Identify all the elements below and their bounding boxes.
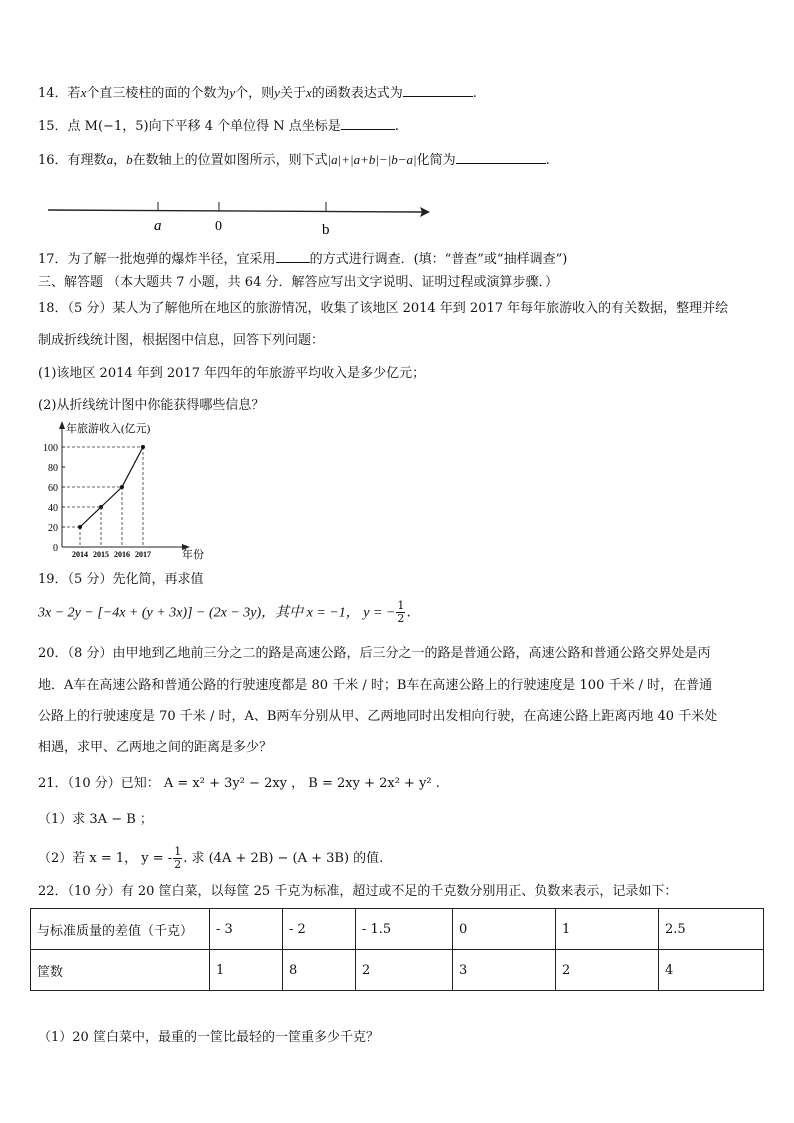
table-cell: 1 xyxy=(210,950,283,991)
x-tick-label: 2017 xyxy=(135,550,151,559)
data-point xyxy=(78,525,82,529)
y-axis-arrow-icon xyxy=(59,421,65,429)
question-19-line1: 19．（5 分）先化简，再求值 xyxy=(38,572,204,587)
y-tick-label: 100 xyxy=(43,443,58,454)
x-axis-label: 年份 xyxy=(182,549,204,561)
table-cell: 筐数 xyxy=(31,950,210,991)
question-21-line1: 21．（10 分）已知： A = x² + 3y² − 2xy ， B = 2xy + 2x² + y² . xyxy=(38,776,440,791)
table-cell: - 2 xyxy=(283,909,356,950)
data-point xyxy=(141,445,145,449)
y-tick-label: 80 xyxy=(48,463,58,474)
question-16: 16．有理数a，b在数轴上的位置如图所示，则下式|a|+|a+b|−|b−a|化简为 . xyxy=(38,149,550,171)
question-20-line1: 20．（8 分）由甲地到乙地前三分之二的路是高速公路，后三分之一的路是普通公路，高速公路和普通公路交界处是丙 xyxy=(38,646,711,661)
tourism-income-line-chart xyxy=(34,418,204,564)
table-cell: 8 xyxy=(283,950,356,991)
question-20-line2: 地．A车在高速公路和普通公路的行驶速度都是 80 千米 / 时；B车在高速公路上的行驶速度是 100 千米 / 时，在普通 xyxy=(38,678,713,693)
section-header: 三、解答题 （本大题共 7 小题，共 64 分．解答应写出文字说明、证明过程或演算步骤．） xyxy=(38,275,558,290)
question-19-expr: 3x − 2y − [−4x + (y + 3x)] − (2x − 3y)，其中 x = −1， y = − $\frac{1}{2}$ . xyxy=(38,599,411,625)
label-zero: 0 xyxy=(215,219,222,234)
question-21-sub2: （2）若 x = 1， y = - $\frac{1}{2}$ . 求 (4A + 2B) − (A + 3B) 的值. xyxy=(38,845,384,871)
question-21-sub1: （1）求 3A − B ； xyxy=(38,812,153,827)
table-cell: 0 xyxy=(453,909,556,950)
y-tick-label: 40 xyxy=(48,503,58,514)
table-cell: - 1.5 xyxy=(356,909,453,950)
question-22-sub1: （1）20 筐白菜中，最重的一筐比最轻的一筐重多少千克？ xyxy=(38,1030,379,1045)
data-point xyxy=(99,505,103,509)
table-cell: 2.5 xyxy=(659,909,764,950)
table-row xyxy=(31,950,764,991)
answer-blank xyxy=(456,149,546,164)
record-table xyxy=(30,908,764,991)
question-18-sub2: (2)从折线统计图中你能获得哪些信息？ xyxy=(38,398,265,413)
answer-blank xyxy=(341,115,395,130)
question-20-line3: 公路上的行驶速度是 70 千米 / 时，A、B两车分别从甲、乙两地同时出发相向行驶，在高速公路上距离丙地 40 千米处 xyxy=(38,709,718,724)
table-cell: - 3 xyxy=(210,909,283,950)
number-line-axis xyxy=(48,210,424,212)
y-tick-label: 0 xyxy=(53,543,58,554)
y-tick-label: 20 xyxy=(48,523,58,534)
data-point xyxy=(120,485,124,489)
answer-blank xyxy=(276,248,310,263)
question-20-line4: 相遇，求甲、乙两地之间的距离是多少？ xyxy=(38,740,273,755)
table-cell: 1 xyxy=(556,909,659,950)
table-cell: 2 xyxy=(356,950,453,991)
x-tick-label: 2015 xyxy=(93,550,109,559)
answer-blank xyxy=(403,82,473,97)
label-b: b xyxy=(322,222,330,238)
table-row xyxy=(31,909,764,950)
table-cell: 3 xyxy=(453,950,556,991)
x-tick-label: 2016 xyxy=(114,550,130,559)
y-tick-label: 60 xyxy=(48,483,58,494)
x-tick-label: 2014 xyxy=(72,550,88,559)
question-18-line2: 制成折线统计图，根据图中信息，回答下列问题： xyxy=(38,333,325,348)
question-18-line1: 18．（5 分）某人为了解他所在地区的旅游情况，收集了该地区 2014 年到 2017 年每年旅游收入的有关数据，整理并绘 xyxy=(38,301,729,316)
fraction: $\frac{1}{2}$ xyxy=(397,599,405,625)
question-22-line1: 22．（10 分）有 20 筐白菜，以每筐 25 千克为标准，超过或不足的千克数分别用正、负数来表示，记录如下： xyxy=(38,884,678,899)
label-a: a xyxy=(154,218,162,234)
question-14: 14．若x个直三棱柱的面的个数为y个，则y关于x的函数表达式为 . xyxy=(38,82,477,104)
fraction: $\frac{1}{2}$ xyxy=(174,845,182,871)
question-15: 15．点 M(−1，5)向下平移 4 个单位得 N 点坐标是 . xyxy=(38,115,399,137)
number-line-figure xyxy=(44,192,436,238)
y-axis-label: 年旅游收入(亿元) xyxy=(66,423,151,435)
table-cell: 2 xyxy=(556,950,659,991)
question-17: 17．为了解一批炮弹的爆炸半径，宜采用 的方式进行调查．(填：“普查”或“抽样调查”) xyxy=(38,248,567,270)
question-18-sub1: (1)该地区 2014 年到 2017 年四年的年旅游平均收入是多少亿元； xyxy=(38,366,426,381)
table-cell: 与标准质量的差值（千克） xyxy=(31,909,210,950)
table-cell: 4 xyxy=(659,950,764,991)
